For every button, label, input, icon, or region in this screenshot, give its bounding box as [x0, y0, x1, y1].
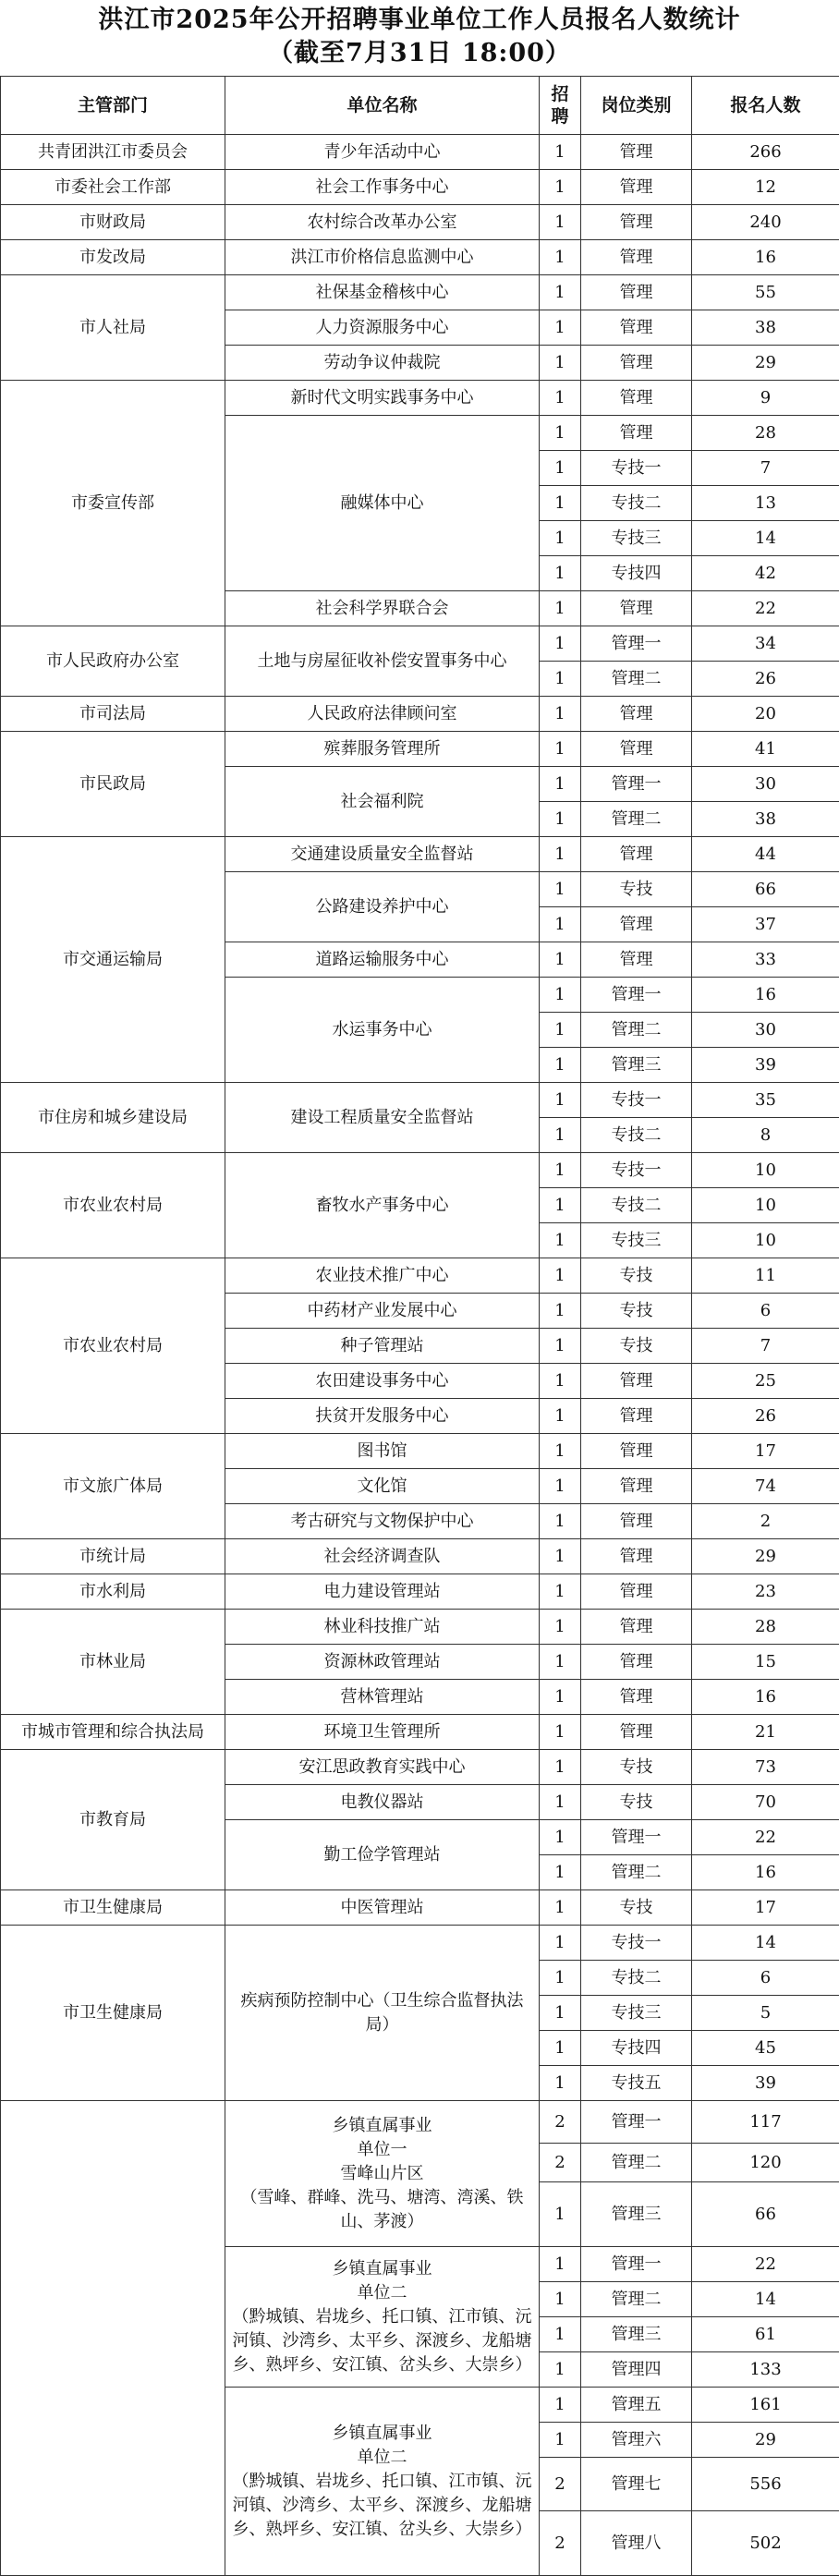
cell-department: 市卫生健康局: [1, 1890, 225, 1926]
cell-unit: 电教仪器站: [225, 1785, 540, 1820]
cell-recruit: 1: [540, 2182, 581, 2247]
cell-applicants: 30: [692, 767, 839, 802]
cell-applicants: 9: [692, 381, 839, 416]
cell-post-type: 管理七: [581, 2458, 692, 2511]
cell-applicants: 20: [692, 697, 839, 732]
cell-applicants: 133: [692, 2352, 839, 2388]
cell-post-type: 管理二: [581, 802, 692, 837]
cell-applicants: 74: [692, 1469, 839, 1504]
cell-post-type: 专技四: [581, 556, 692, 591]
cell-applicants: 16: [692, 1855, 839, 1890]
cell-recruit: 1: [540, 1715, 581, 1750]
table-row: [1, 1539, 839, 1574]
cell-department: 市水利局: [1, 1574, 225, 1610]
cell-post-type: 管理六: [581, 2423, 692, 2458]
table-row: [1, 1083, 839, 1118]
cell-post-type: 管理八: [581, 2511, 692, 2576]
cell-department: 市人民政府办公室: [1, 626, 225, 697]
cell-unit: 资源林政管理站: [225, 1645, 540, 1680]
cell-recruit: 1: [540, 2423, 581, 2458]
cell-unit: 社会科学界联合会: [225, 591, 540, 626]
cell-applicants: 44: [692, 837, 839, 872]
page-subtitle: （截至7月31日 18:00）: [0, 37, 839, 70]
cell-applicants: 7: [692, 451, 839, 486]
cell-recruit: 1: [540, 1996, 581, 2031]
cell-unit: 道路运输服务中心: [225, 942, 540, 978]
cell-post-type: 管理一: [581, 2101, 692, 2144]
cell-unit: 洪江市价格信息监测中心: [225, 240, 540, 275]
cell-recruit: 1: [540, 1364, 581, 1399]
cell-applicants: 26: [692, 662, 839, 697]
cell-recruit: 1: [540, 1223, 581, 1258]
cell-applicants: 35: [692, 1083, 839, 1118]
cell-post-type: 管理四: [581, 2352, 692, 2388]
cell-department: [1, 2101, 225, 2576]
table-row: [1, 170, 839, 205]
cell-recruit: 1: [540, 1399, 581, 1434]
cell-recruit: 1: [540, 2282, 581, 2317]
cell-post-type: 专技二: [581, 1118, 692, 1153]
statistics-table: [0, 76, 839, 2576]
cell-applicants: 14: [692, 521, 839, 556]
cell-unit: 建设工程质量安全监督站: [225, 1083, 540, 1153]
cell-applicants: 61: [692, 2317, 839, 2352]
cell-department: 市文旅广体局: [1, 1434, 225, 1539]
cell-recruit: 1: [540, 346, 581, 381]
cell-applicants: 21: [692, 1715, 839, 1750]
cell-applicants: 70: [692, 1785, 839, 1820]
cell-post-type: 专技二: [581, 486, 692, 521]
cell-recruit: 2: [540, 2511, 581, 2576]
cell-post-type: 专技: [581, 1329, 692, 1364]
cell-unit: 劳动争议仲裁院: [225, 346, 540, 381]
cell-post-type: 专技三: [581, 1996, 692, 2031]
cell-applicants: 120: [692, 2144, 839, 2182]
cell-post-type: 管理: [581, 907, 692, 942]
cell-unit: 乡镇直属事业 单位二 （黔城镇、岩垅乡、托口镇、江市镇、沅河镇、沙湾乡、太平乡、深渡乡、龙船塘乡、熟坪乡、安江镇、岔头乡、大崇乡）: [225, 2388, 540, 2576]
cell-recruit: 1: [540, 1504, 581, 1539]
cell-applicants: 10: [692, 1153, 839, 1188]
cell-post-type: 专技五: [581, 2066, 692, 2101]
cell-department: 市民政局: [1, 732, 225, 837]
cell-recruit: 1: [540, 978, 581, 1013]
header-row: [1, 77, 839, 135]
cell-applicants: 16: [692, 978, 839, 1013]
cell-applicants: 14: [692, 1926, 839, 1961]
cell-post-type: 管理二: [581, 1013, 692, 1048]
cell-department: 市城市管理和综合执法局: [1, 1715, 225, 1750]
cell-applicants: 117: [692, 2101, 839, 2144]
cell-recruit: 1: [540, 1469, 581, 1504]
cell-recruit: 1: [540, 1188, 581, 1223]
cell-unit: 人民政府法律顾问室: [225, 697, 540, 732]
cell-unit: 林业科技推广站: [225, 1610, 540, 1645]
cell-unit: 营林管理站: [225, 1680, 540, 1715]
cell-unit: 乡镇直属事业 单位二 （黔城镇、岩垅乡、托口镇、江市镇、沅河镇、沙湾乡、太平乡、深渡乡、龙船塘乡、熟坪乡、安江镇、岔头乡、大崇乡）: [225, 2247, 540, 2388]
table-body: [1, 135, 839, 2576]
cell-unit: 畜牧水产事务中心: [225, 1153, 540, 1258]
cell-recruit: 1: [540, 1926, 581, 1961]
table-row: [1, 837, 839, 872]
cell-applicants: 30: [692, 1013, 839, 1048]
header-post-type: 岗位类别: [581, 77, 692, 135]
cell-post-type: 管理: [581, 1715, 692, 1750]
cell-post-type: 管理: [581, 205, 692, 240]
cell-post-type: 管理一: [581, 1820, 692, 1855]
cell-department: 市教育局: [1, 1750, 225, 1890]
cell-applicants: 29: [692, 346, 839, 381]
cell-applicants: 33: [692, 942, 839, 978]
cell-applicants: 37: [692, 907, 839, 942]
table-row: [1, 240, 839, 275]
cell-post-type: 管理五: [581, 2388, 692, 2423]
cell-post-type: 专技: [581, 1890, 692, 1926]
cell-unit: 安江思政教育实践中心: [225, 1750, 540, 1785]
cell-post-type: 管理: [581, 732, 692, 767]
cell-applicants: 16: [692, 240, 839, 275]
cell-applicants: 13: [692, 486, 839, 521]
table-row: [1, 1574, 839, 1610]
cell-department: 市发改局: [1, 240, 225, 275]
cell-applicants: 14: [692, 2282, 839, 2317]
cell-post-type: 管理: [581, 1469, 692, 1504]
cell-recruit: 1: [540, 1890, 581, 1926]
cell-department: 市委宣传部: [1, 381, 225, 626]
table-row: [1, 1610, 839, 1645]
cell-unit: 水运事务中心: [225, 978, 540, 1083]
table-row: [1, 1258, 839, 1294]
cell-post-type: 专技: [581, 872, 692, 907]
cell-post-type: 专技三: [581, 1223, 692, 1258]
cell-applicants: 10: [692, 1188, 839, 1223]
cell-post-type: 管理: [581, 381, 692, 416]
header-department: 主管部门: [1, 77, 225, 135]
cell-recruit: 2: [540, 2144, 581, 2182]
cell-applicants: 161: [692, 2388, 839, 2423]
cell-post-type: 管理: [581, 1574, 692, 1610]
cell-post-type: 管理: [581, 1399, 692, 1434]
cell-applicants: 7: [692, 1329, 839, 1364]
cell-recruit: 1: [540, 662, 581, 697]
cell-applicants: 29: [692, 1539, 839, 1574]
cell-recruit: 1: [540, 1294, 581, 1329]
table-row: [1, 135, 839, 170]
cell-applicants: 25: [692, 1364, 839, 1399]
cell-unit: 人力资源服务中心: [225, 310, 540, 346]
cell-unit: 新时代文明实践事务中心: [225, 381, 540, 416]
cell-department: 市卫生健康局: [1, 1926, 225, 2101]
cell-recruit: 1: [540, 1153, 581, 1188]
table-row: [1, 697, 839, 732]
cell-recruit: 1: [540, 170, 581, 205]
cell-post-type: 管理三: [581, 2317, 692, 2352]
cell-unit: 农村综合改革办公室: [225, 205, 540, 240]
cell-post-type: 专技一: [581, 1926, 692, 1961]
cell-recruit: 1: [540, 1680, 581, 1715]
cell-post-type: 专技一: [581, 1153, 692, 1188]
table-row: [1, 381, 839, 416]
cell-post-type: 管理一: [581, 978, 692, 1013]
cell-applicants: 240: [692, 205, 839, 240]
cell-recruit: 1: [540, 1329, 581, 1364]
cell-post-type: 专技一: [581, 451, 692, 486]
cell-applicants: 38: [692, 802, 839, 837]
cell-department: 市交通运输局: [1, 837, 225, 1083]
cell-applicants: 66: [692, 872, 839, 907]
cell-applicants: 73: [692, 1750, 839, 1785]
cell-recruit: 1: [540, 1434, 581, 1469]
cell-department: 市委社会工作部: [1, 170, 225, 205]
header-recruit: 招聘: [540, 77, 581, 135]
cell-post-type: 管理: [581, 240, 692, 275]
cell-applicants: 41: [692, 732, 839, 767]
cell-recruit: 1: [540, 767, 581, 802]
cell-applicants: 29: [692, 2423, 839, 2458]
cell-post-type: 管理二: [581, 1855, 692, 1890]
cell-recruit: 1: [540, 802, 581, 837]
cell-post-type: 管理: [581, 942, 692, 978]
cell-applicants: 2: [692, 1504, 839, 1539]
cell-post-type: 管理: [581, 310, 692, 346]
table-row: [1, 2101, 839, 2144]
cell-applicants: 17: [692, 1890, 839, 1926]
cell-recruit: 1: [540, 732, 581, 767]
cell-post-type: 管理: [581, 837, 692, 872]
cell-post-type: 专技: [581, 1294, 692, 1329]
cell-department: 市统计局: [1, 1539, 225, 1574]
cell-applicants: 10: [692, 1223, 839, 1258]
cell-applicants: 16: [692, 1680, 839, 1715]
cell-unit: 环境卫生管理所: [225, 1715, 540, 1750]
cell-post-type: 管理三: [581, 2182, 692, 2247]
cell-post-type: 管理: [581, 697, 692, 732]
cell-applicants: 28: [692, 1610, 839, 1645]
cell-post-type: 管理: [581, 1680, 692, 1715]
cell-applicants: 23: [692, 1574, 839, 1610]
cell-post-type: 专技一: [581, 1083, 692, 1118]
cell-department: 市农业农村局: [1, 1153, 225, 1258]
cell-post-type: 专技二: [581, 1188, 692, 1223]
cell-unit: 扶贫开发服务中心: [225, 1399, 540, 1434]
cell-unit: 社会福利院: [225, 767, 540, 837]
cell-post-type: 管理二: [581, 662, 692, 697]
cell-unit: 疾病预防控制中心（卫生综合监督执法局）: [225, 1926, 540, 2101]
cell-unit: 社保基金稽核中心: [225, 275, 540, 310]
cell-unit: 青少年活动中心: [225, 135, 540, 170]
cell-recruit: 1: [540, 416, 581, 451]
table-row: [1, 1715, 839, 1750]
cell-recruit: 1: [540, 626, 581, 662]
cell-applicants: 39: [692, 2066, 839, 2101]
cell-unit: 公路建设养护中心: [225, 872, 540, 942]
table-row: [1, 205, 839, 240]
table-row: [1, 1926, 839, 1961]
cell-unit: 种子管理站: [225, 1329, 540, 1364]
cell-recruit: 1: [540, 556, 581, 591]
cell-recruit: 1: [540, 1820, 581, 1855]
cell-recruit: 1: [540, 381, 581, 416]
cell-unit: 图书馆: [225, 1434, 540, 1469]
cell-unit: 农业技术推广中心: [225, 1258, 540, 1294]
page-title: 洪江市2025年公开招聘事业单位工作人员报名人数统计: [0, 0, 839, 37]
cell-post-type: 管理: [581, 1539, 692, 1574]
cell-recruit: 1: [540, 942, 581, 978]
cell-unit: 农田建设事务中心: [225, 1364, 540, 1399]
cell-department: 市司法局: [1, 697, 225, 732]
cell-applicants: 11: [692, 1258, 839, 1294]
cell-post-type: 专技三: [581, 521, 692, 556]
cell-applicants: 42: [692, 556, 839, 591]
cell-applicants: 5: [692, 1996, 839, 2031]
cell-post-type: 管理: [581, 1645, 692, 1680]
cell-recruit: 1: [540, 2388, 581, 2423]
cell-applicants: 66: [692, 2182, 839, 2247]
header-unit: 单位名称: [225, 77, 540, 135]
cell-recruit: 1: [540, 521, 581, 556]
cell-applicants: 38: [692, 310, 839, 346]
cell-unit: 电力建设管理站: [225, 1574, 540, 1610]
cell-recruit: 1: [540, 451, 581, 486]
cell-department: 市农业农村局: [1, 1258, 225, 1434]
table-row: [1, 626, 839, 662]
cell-post-type: 管理一: [581, 2247, 692, 2282]
cell-applicants: 26: [692, 1399, 839, 1434]
cell-department: 市住房和城乡建设局: [1, 1083, 225, 1153]
cell-post-type: 管理一: [581, 626, 692, 662]
cell-applicants: 12: [692, 170, 839, 205]
cell-recruit: 2: [540, 2101, 581, 2144]
cell-recruit: 1: [540, 310, 581, 346]
cell-post-type: 管理: [581, 346, 692, 381]
header-applicants: 报名人数: [692, 77, 839, 135]
cell-applicants: 28: [692, 416, 839, 451]
cell-recruit: 1: [540, 697, 581, 732]
cell-applicants: 6: [692, 1961, 839, 1996]
cell-department: 市林业局: [1, 1610, 225, 1715]
cell-applicants: 39: [692, 1048, 839, 1083]
cell-unit: 社会工作事务中心: [225, 170, 540, 205]
cell-recruit: 1: [540, 907, 581, 942]
cell-post-type: 管理: [581, 1504, 692, 1539]
cell-post-type: 管理: [581, 170, 692, 205]
cell-post-type: 管理: [581, 591, 692, 626]
cell-applicants: 15: [692, 1645, 839, 1680]
cell-unit: 中医管理站: [225, 1890, 540, 1926]
cell-post-type: 专技: [581, 1785, 692, 1820]
cell-post-type: 管理二: [581, 2282, 692, 2317]
cell-recruit: 1: [540, 872, 581, 907]
cell-applicants: 8: [692, 1118, 839, 1153]
cell-post-type: 管理: [581, 416, 692, 451]
cell-post-type: 管理: [581, 1364, 692, 1399]
cell-recruit: 1: [540, 591, 581, 626]
cell-recruit: 1: [540, 2317, 581, 2352]
cell-unit: 交通建设质量安全监督站: [225, 837, 540, 872]
cell-unit: 文化馆: [225, 1469, 540, 1504]
cell-applicants: 502: [692, 2511, 839, 2576]
cell-applicants: 6: [692, 1294, 839, 1329]
cell-recruit: 1: [540, 240, 581, 275]
cell-unit: 融媒体中心: [225, 416, 540, 591]
cell-department: 市财政局: [1, 205, 225, 240]
table-row: [1, 1434, 839, 1469]
cell-post-type: 专技: [581, 1750, 692, 1785]
table-row: [1, 1890, 839, 1926]
cell-recruit: 1: [540, 1574, 581, 1610]
cell-department: 市人社局: [1, 275, 225, 381]
cell-applicants: 34: [692, 626, 839, 662]
cell-recruit: 1: [540, 1785, 581, 1820]
cell-applicants: 55: [692, 275, 839, 310]
cell-post-type: 专技四: [581, 2031, 692, 2066]
cell-post-type: 专技: [581, 1258, 692, 1294]
table-row: [1, 1153, 839, 1188]
cell-unit: 殡葬服务管理所: [225, 732, 540, 767]
cell-applicants: 22: [692, 1820, 839, 1855]
cell-post-type: 管理: [581, 275, 692, 310]
cell-unit: 土地与房屋征收补偿安置事务中心: [225, 626, 540, 697]
cell-applicants: 556: [692, 2458, 839, 2511]
cell-applicants: 22: [692, 2247, 839, 2282]
cell-recruit: 1: [540, 486, 581, 521]
cell-post-type: 管理: [581, 1434, 692, 1469]
cell-department: 共青团洪江市委员会: [1, 135, 225, 170]
cell-post-type: 管理: [581, 1610, 692, 1645]
cell-applicants: 266: [692, 135, 839, 170]
cell-applicants: 45: [692, 2031, 839, 2066]
cell-recruit: 1: [540, 1645, 581, 1680]
cell-recruit: 1: [540, 837, 581, 872]
cell-recruit: 1: [540, 1539, 581, 1574]
cell-recruit: 1: [540, 1118, 581, 1153]
cell-recruit: 1: [540, 135, 581, 170]
cell-recruit: 1: [540, 1610, 581, 1645]
cell-post-type: 专技二: [581, 1961, 692, 1996]
cell-recruit: 1: [540, 1083, 581, 1118]
cell-recruit: 1: [540, 2066, 581, 2101]
table-row: [1, 1750, 839, 1785]
cell-recruit: 1: [540, 205, 581, 240]
table-row: [1, 275, 839, 310]
cell-post-type: 管理一: [581, 767, 692, 802]
cell-recruit: 2: [540, 2458, 581, 2511]
cell-unit: 考古研究与文物保护中心: [225, 1504, 540, 1539]
cell-unit: 乡镇直属事业 单位一 雪峰山片区 （雪峰、群峰、洗马、塘湾、湾溪、铁山、茅渡）: [225, 2101, 540, 2247]
cell-recruit: 1: [540, 2247, 581, 2282]
cell-recruit: 1: [540, 1855, 581, 1890]
cell-unit: 勤工俭学管理站: [225, 1820, 540, 1890]
cell-applicants: 22: [692, 591, 839, 626]
cell-recruit: 1: [540, 2031, 581, 2066]
cell-unit: 中药材产业发展中心: [225, 1294, 540, 1329]
cell-post-type: 管理二: [581, 2144, 692, 2182]
cell-recruit: 1: [540, 1013, 581, 1048]
cell-post-type: 管理三: [581, 1048, 692, 1083]
table-row: [1, 732, 839, 767]
cell-recruit: 1: [540, 1961, 581, 1996]
cell-applicants: 17: [692, 1434, 839, 1469]
cell-recruit: 1: [540, 275, 581, 310]
cell-recruit: 1: [540, 1048, 581, 1083]
cell-recruit: 1: [540, 2352, 581, 2388]
cell-post-type: 管理: [581, 135, 692, 170]
cell-recruit: 1: [540, 1258, 581, 1294]
cell-recruit: 1: [540, 1750, 581, 1785]
cell-unit: 社会经济调查队: [225, 1539, 540, 1574]
